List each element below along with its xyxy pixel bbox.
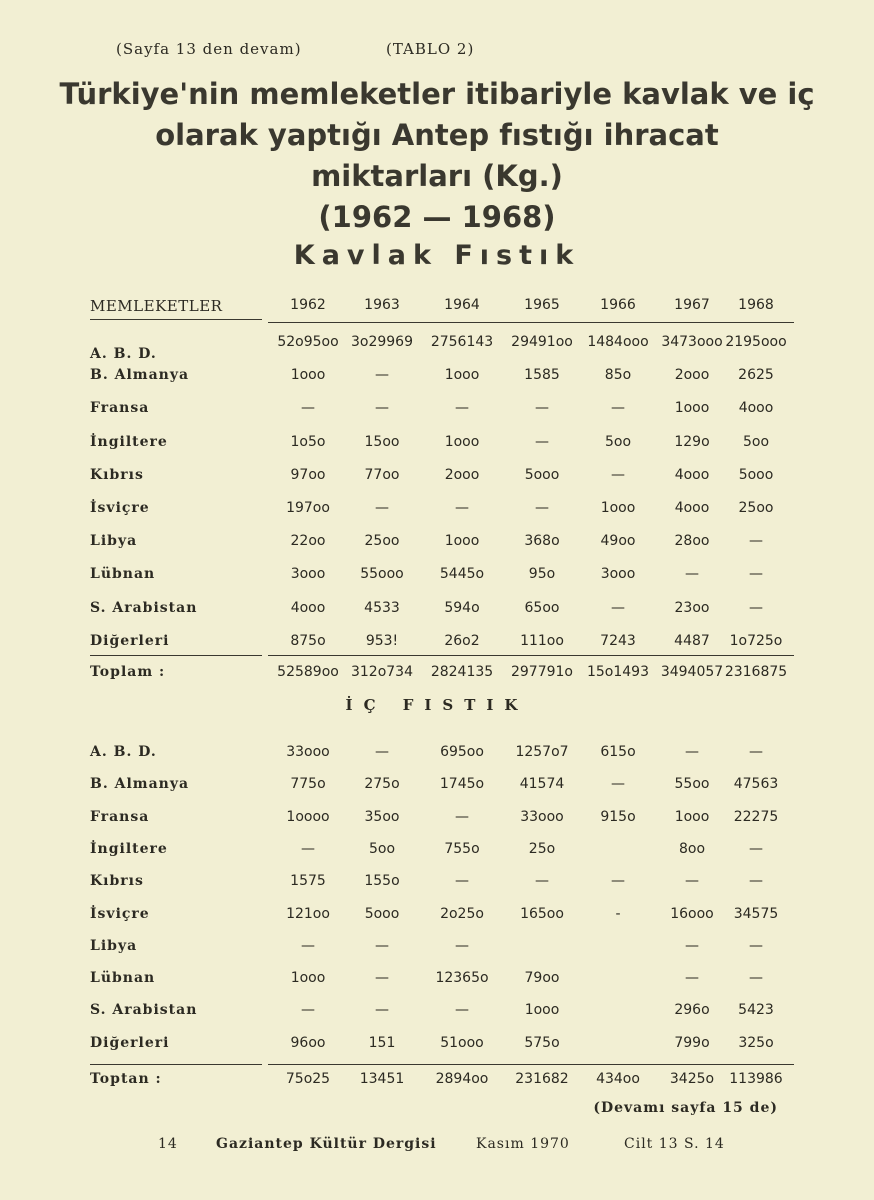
title-line: miktarları (Kg.) xyxy=(311,159,563,193)
country-label: Kıbrıs xyxy=(90,466,144,483)
table-cell: — xyxy=(611,873,625,890)
table-cell: 4533 xyxy=(364,599,400,616)
table-cell: 25oo xyxy=(364,533,400,550)
table-cell: — xyxy=(535,873,549,890)
table-cell: 3ooo xyxy=(290,566,326,583)
table-cell: — xyxy=(455,873,469,890)
table-cell: — xyxy=(749,873,763,890)
table-cell: 5oo xyxy=(742,433,770,450)
header-rule xyxy=(268,322,794,323)
table-cell: 22275 xyxy=(733,808,779,825)
table-cell: 2o25o xyxy=(440,905,484,922)
table-cell: 15oo xyxy=(364,433,400,450)
table-cell: 5oo xyxy=(368,840,396,857)
table-cell: 5oo xyxy=(604,433,632,450)
year-header: 1963 xyxy=(364,297,400,313)
year-header: 1968 xyxy=(738,297,774,313)
table-cell: 25o xyxy=(528,840,556,857)
total-cell: 434oo xyxy=(596,1071,640,1087)
table-cell: 8oo xyxy=(678,840,706,857)
table-cell: 1ooo xyxy=(444,433,480,450)
table-cell: 5ooo xyxy=(524,466,560,483)
title-line: olarak yaptığı Antep fıstığı ihracat xyxy=(155,118,719,152)
volume-number: Cilt 13 S. 14 xyxy=(624,1136,725,1152)
table-cell: 2756143 xyxy=(430,334,494,350)
table-cell: 47563 xyxy=(733,776,779,793)
table-cell: 5ooo xyxy=(738,466,774,483)
table-cell: 33ooo xyxy=(286,744,330,760)
total-label: Toptan : xyxy=(90,1071,162,1087)
total-rule xyxy=(90,655,262,656)
table-cell: 755o xyxy=(444,840,480,857)
table-cell: 165oo xyxy=(520,905,564,922)
country-label: A. B. D. xyxy=(90,346,157,362)
total-cell: 2316875 xyxy=(724,664,788,680)
table-cell: 1257o7 xyxy=(515,744,569,760)
table-cell: 3o29969 xyxy=(350,334,413,350)
table-cell: 1ooo xyxy=(600,500,636,516)
table-cell: 2195ooo xyxy=(725,334,787,350)
table-cell: — xyxy=(685,566,699,583)
table-cell: — xyxy=(375,1002,389,1019)
table-cell: 1ooo xyxy=(674,400,710,417)
total-cell: 2894oo xyxy=(435,1071,489,1087)
table-cell: 1ooo xyxy=(444,533,480,550)
table-cell: 23oo xyxy=(674,599,710,616)
table-cell: 12365o xyxy=(435,970,489,987)
table-cell: — xyxy=(301,400,315,417)
table-cell: — xyxy=(685,744,699,760)
total-label: Toplam : xyxy=(90,664,166,680)
table-cell: 33ooo xyxy=(520,808,564,825)
total-cell: 231682 xyxy=(515,1071,569,1087)
total-cell: 15o1493 xyxy=(586,664,649,680)
table-cell: 915o xyxy=(600,808,636,825)
table-cell: 3ooo xyxy=(600,566,636,583)
table-cell: — xyxy=(375,937,389,954)
table-cell: 2ooo xyxy=(444,466,480,483)
table-cell: 1oooo xyxy=(286,808,330,825)
table-cell: 49oo xyxy=(600,533,636,550)
table-cell: 1ooo xyxy=(290,970,326,987)
table-cell: — xyxy=(611,776,625,793)
country-label: Kıbrıs xyxy=(90,873,144,890)
table-cell: — xyxy=(455,1002,469,1019)
table-cell: 4ooo xyxy=(738,400,774,417)
table-cell: — xyxy=(455,937,469,954)
table-cell: — xyxy=(301,937,315,954)
table-cell: 77oo xyxy=(364,466,400,483)
table-cell: 296o xyxy=(674,1002,710,1019)
country-label: Fransa xyxy=(90,808,150,825)
table-cell: 1484ooo xyxy=(587,334,649,350)
table-cell: 5445o xyxy=(439,566,485,583)
table-cell: — xyxy=(611,400,625,417)
table-cell: 51ooo xyxy=(440,1034,484,1051)
country-label: Lübnan xyxy=(90,566,156,583)
table-cell: 85o xyxy=(604,367,632,384)
table-cell: — xyxy=(535,500,549,516)
table-cell: 16ooo xyxy=(670,905,714,922)
year-header: 1964 xyxy=(444,297,480,313)
table-cell: 1o725o xyxy=(729,632,783,649)
table-cell: 55ooo xyxy=(360,566,404,583)
table-cell: — xyxy=(301,840,315,857)
table-cell: 695oo xyxy=(440,744,484,760)
table-cell: 197oo xyxy=(286,500,330,516)
table-cell: 775o xyxy=(290,776,326,793)
table-cell: — xyxy=(685,873,699,890)
table-cell: 96oo xyxy=(290,1034,326,1051)
page-title xyxy=(0,74,874,238)
table-cell: 111oo xyxy=(520,632,564,649)
header-line xyxy=(116,40,475,58)
continued-note: (Devamı sayfa 15 de) xyxy=(593,1100,778,1116)
table-cell: 1575 xyxy=(290,873,326,890)
table-cell: 97oo xyxy=(290,466,326,483)
table-cell: — xyxy=(749,937,763,954)
year-header: 1965 xyxy=(524,297,560,313)
table-label: (TABLO 2) xyxy=(386,40,475,58)
table-cell: 615o xyxy=(600,744,636,760)
table-cell: 1ooo xyxy=(444,367,480,384)
table-cell: 1ooo xyxy=(674,808,710,825)
journal-name: Gaziantep Kültür Dergisi xyxy=(216,1136,437,1152)
table-cell: 52o95oo xyxy=(277,334,339,350)
table-cell: — xyxy=(749,533,763,550)
page-number: 14 xyxy=(158,1136,178,1152)
country-label: B. Almanya xyxy=(90,776,190,793)
table-cell: 5ooo xyxy=(364,905,400,922)
total-cell: 13451 xyxy=(359,1071,405,1087)
table-cell: 79oo xyxy=(524,970,560,987)
table-cell: — xyxy=(375,400,389,417)
country-label: Libya xyxy=(90,533,138,550)
table-cell: — xyxy=(749,840,763,857)
table-cell: 594o xyxy=(444,599,480,616)
table-cell: 22oo xyxy=(290,533,326,550)
table-cell: — xyxy=(685,937,699,954)
title-line: (1962 — 1968) xyxy=(318,200,556,234)
total-cell: 297791o xyxy=(510,664,573,680)
table-cell: — xyxy=(535,433,549,450)
table-cell: — xyxy=(455,500,469,516)
table-cell: 28oo xyxy=(674,533,710,550)
total-rule xyxy=(268,655,794,656)
table-cell: 29491oo xyxy=(511,334,573,350)
country-label: Diğerleri xyxy=(90,632,170,649)
table-cell: 575o xyxy=(524,1034,560,1051)
total-cell: 52589oo xyxy=(277,664,339,680)
table-cell: 35oo xyxy=(364,808,400,825)
table-cell: 1o5o xyxy=(290,433,326,450)
table-cell: 3473ooo xyxy=(661,334,723,350)
section-title-ic: İÇ FISTIK xyxy=(345,696,529,714)
year-header: 1967 xyxy=(674,297,710,313)
table-cell: 325o xyxy=(738,1034,774,1051)
table-cell: 41574 xyxy=(519,776,565,793)
table-cell: 2ooo xyxy=(674,367,710,384)
table-cell: — xyxy=(749,566,763,583)
column-header-countries: MEMLEKETLER xyxy=(90,297,223,315)
table-cell: — xyxy=(375,367,389,384)
table-cell: 1585 xyxy=(524,367,560,384)
country-label: İsviçre xyxy=(90,500,150,516)
country-label: İngiltere xyxy=(90,840,168,857)
total-cell: 113986 xyxy=(729,1071,783,1087)
table-cell: 26o2 xyxy=(444,632,480,649)
total-rule xyxy=(90,1064,262,1065)
table-cell: 4ooo xyxy=(674,500,710,516)
table-cell: — xyxy=(611,599,625,616)
country-label: S. Arabistan xyxy=(90,1002,198,1019)
total-cell: 3494057 xyxy=(660,664,724,680)
country-label: S. Arabistan xyxy=(90,599,198,616)
country-label: Diğerleri xyxy=(90,1034,170,1051)
table-cell: — xyxy=(375,744,389,760)
issue-date: Kasım 1970 xyxy=(476,1136,570,1152)
country-label: Fransa xyxy=(90,400,150,417)
title-line: Türkiye'nin memleketler itibariyle kavlak ve iç xyxy=(59,77,815,111)
table-cell: 799o xyxy=(674,1034,710,1051)
continued-from-note: (Sayfa 13 den devam) xyxy=(116,40,302,58)
table-cell: 5423 xyxy=(738,1002,774,1019)
table-cell: — xyxy=(455,808,469,825)
table-cell: — xyxy=(455,400,469,417)
table-cell: 65oo xyxy=(524,599,560,616)
table-cell: 875o xyxy=(290,632,326,649)
table-cell: — xyxy=(301,1002,315,1019)
total-cell: 2824135 xyxy=(430,664,494,680)
table-cell: 7243 xyxy=(600,632,636,649)
year-header: 1962 xyxy=(290,297,326,313)
table-cell: — xyxy=(375,500,389,516)
total-cell: 3425o xyxy=(669,1071,715,1087)
year-header: 1966 xyxy=(600,297,636,313)
table-cell: 121oo xyxy=(286,905,330,922)
table-cell: 151 xyxy=(368,1034,396,1051)
table-cell: 1745o xyxy=(439,776,485,793)
table-cell: 95o xyxy=(528,566,556,583)
table-cell: 4487 xyxy=(674,632,710,649)
total-cell: 312o734 xyxy=(350,664,413,680)
table-cell: — xyxy=(375,970,389,987)
table-cell: 275o xyxy=(364,776,400,793)
table-cell: 55oo xyxy=(674,776,710,793)
table-cell: 129o xyxy=(674,433,710,450)
table-cell: 155o xyxy=(364,873,400,890)
table-cell: 1ooo xyxy=(290,367,326,384)
section-title-kavlak: Kavlak Fıstık xyxy=(293,240,581,271)
table-cell: 34575 xyxy=(733,905,779,922)
table-cell: — xyxy=(535,400,549,417)
country-label: Lübnan xyxy=(90,970,156,987)
table-cell: - xyxy=(615,905,621,922)
table-cell: 953! xyxy=(365,632,399,649)
country-label: İngiltere xyxy=(90,433,168,450)
table-cell: 1ooo xyxy=(524,1002,560,1019)
country-label: İsviçre xyxy=(90,905,150,922)
table-cell: — xyxy=(749,970,763,987)
country-label: A. B. D. xyxy=(90,744,157,760)
country-label: Libya xyxy=(90,937,138,954)
table-cell: — xyxy=(749,744,763,760)
country-label: B. Almanya xyxy=(90,367,190,384)
total-cell: 75o25 xyxy=(285,1071,331,1087)
table-cell: 2625 xyxy=(738,367,774,384)
table-cell: 4ooo xyxy=(674,466,710,483)
header-rule xyxy=(90,319,262,320)
table-cell: — xyxy=(749,599,763,616)
table-cell: 4ooo xyxy=(290,599,326,616)
table-cell: 368o xyxy=(524,533,560,550)
table-cell: 25oo xyxy=(738,500,774,516)
table-cell: — xyxy=(685,970,699,987)
total-rule xyxy=(268,1064,794,1065)
table-cell: — xyxy=(611,466,625,483)
